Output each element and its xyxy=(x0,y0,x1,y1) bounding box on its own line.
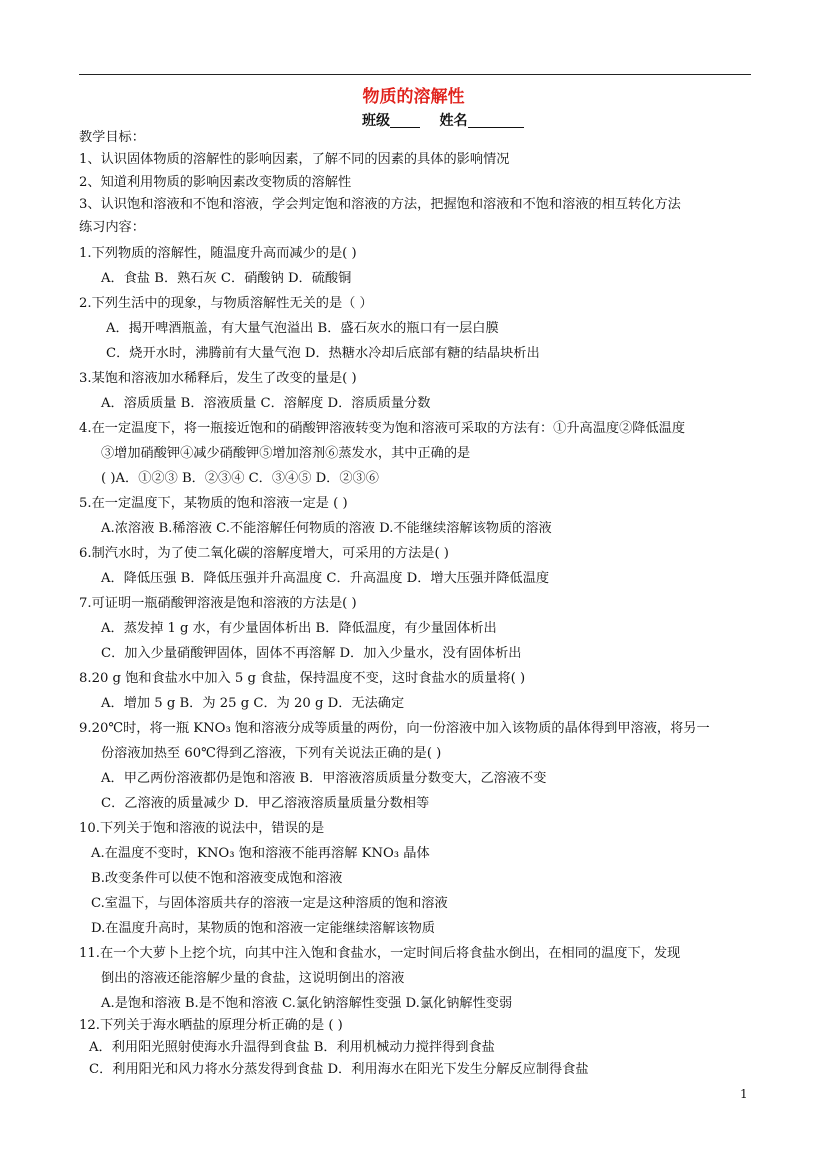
question-options: C．烧开水时，沸腾前有大量气泡 D．热糖水冷却后底部有糖的结晶块析出 xyxy=(106,346,540,361)
name-label: 姓名 xyxy=(439,113,468,129)
header-rule xyxy=(79,74,751,75)
objective-item: 2、知道利用物质的影响因素改变物质的溶解性 xyxy=(79,175,352,190)
name-blank xyxy=(468,113,524,128)
question-options: A.浓溶液 B.稀溶液 C.不能溶解任何物质的溶液 D.不能继续溶解该物质的溶液 xyxy=(101,521,552,536)
question-options: D.在温度升高时，某物质的饱和溶液一定能继续溶解该物质 xyxy=(91,921,435,936)
page-number: 1 xyxy=(740,1087,748,1101)
objectives-heading: 教学目标： xyxy=(79,130,145,145)
question-options: C．加入少量硝酸钾固体，固体不再溶解 D．加入少量水，没有固体析出 xyxy=(101,646,522,661)
question-stem: 10.下列关于饱和溶液的说法中，错误的是 xyxy=(79,821,325,836)
practice-heading: 练习内容： xyxy=(79,220,145,235)
objective-item: 3、认识饱和溶液和不饱和溶液，学会判定饱和溶液的方法，把握饱和溶液和不饱和溶液的相互转化方法 xyxy=(79,197,681,212)
class-blank xyxy=(390,113,420,128)
objective-item: 1、认识固体物质的溶解性的影响因素，了解不同的因素的具体的影响情况 xyxy=(79,152,510,167)
question-stem: 9.20℃时，将一瓶 KNO₃ 饱和溶液分成等质量的两份，向一份溶液中加入该物质的晶体得到甲溶液，将另一 xyxy=(79,721,710,736)
question-options: C．利用阳光和风力将水分蒸发得到食盐 D．利用海水在阳光下发生分解反应制得食盐 xyxy=(89,1062,589,1077)
question-options: A．利用阳光照射使海水升温得到食盐 B．利用机械动力搅拌得到食盐 xyxy=(89,1040,495,1055)
question-options: A.是饱和溶液 B.是不饱和溶液 C.氯化钠溶解性变强 D.氯化钠解性变弱 xyxy=(101,996,513,1011)
question-stem: 3.某饱和溶液加水稀释后，发生了改变的量是( ) xyxy=(79,371,357,386)
question-stem: 11.在一个大萝卜上挖个坑，向其中注入饱和食盐水，一定时间后将食盐水倒出，在相同的温度下，发现 xyxy=(79,946,681,961)
question-stem: 6.制汽水时，为了使二氧化碳的溶解度增大，可采用的方法是( ) xyxy=(79,546,449,561)
question-stem: 7.可证明一瓶硝酸钾溶液是饱和溶液的方法是( ) xyxy=(79,596,357,611)
question-options: B.改变条件可以使不饱和溶液变成饱和溶液 xyxy=(91,871,343,886)
question-options: A．蒸发掉 1 g 水，有少量固体析出 B．降低温度，有少量固体析出 xyxy=(101,621,497,636)
question-options: A．溶质质量 B．溶液质量 C．溶解度 D．溶质质量分数 xyxy=(101,396,431,411)
question-stem: 5.在一定温度下，某物质的饱和溶液一定是 ( ) xyxy=(79,496,348,511)
question-options: A.在温度不变时，KNO₃ 饱和溶液不能再溶解 KNO₃ 晶体 xyxy=(91,846,430,861)
question-stem: 2.下列生活中的现象，与物质溶解性无关的是（ ） xyxy=(79,296,373,311)
question-options: C.室温下，与固体溶质共存的溶液一定是这种溶质的饱和溶液 xyxy=(91,896,448,911)
page-title: 物质的溶解性 xyxy=(362,87,465,107)
question-stem: 8.20 g 饱和食盐水中加入 5 g 食盐，保持温度不变，这时食盐水的质量将( ) xyxy=(79,671,526,686)
question-options: A．食盐 B．熟石灰 C．硝酸钠 D．硫酸铜 xyxy=(101,271,352,286)
question-stem: 12.下列关于海水晒盐的原理分析正确的是 ( ) xyxy=(79,1018,343,1033)
question-stem: 份溶液加热至 60℃得到乙溶液，下列有关说法正确的是( ) xyxy=(101,746,442,761)
class-name-line xyxy=(362,110,524,130)
question-options: A．揭开啤酒瓶盖，有大量气泡溢出 B．盛石灰水的瓶口有一层白膜 xyxy=(106,321,499,336)
question-options: A．降低压强 B．降低压强并升高温度 C．升高温度 D．增大压强并降低温度 xyxy=(101,571,550,586)
question-options: ( )A．①②③ B．②③④ C．③④⑤ D．②③⑥ xyxy=(101,471,379,486)
question-stem: 1.下列物质的溶解性，随温度升高而减少的是( ) xyxy=(79,246,357,261)
question-options: C．乙溶液的质量减少 D．甲乙溶液溶质量质量分数相等 xyxy=(101,796,430,811)
question-stem: ③增加硝酸钾④减少硝酸钾⑤增加溶剂⑥蒸发水，其中正确的是 xyxy=(101,446,471,461)
question-options: A．甲乙两份溶液都仍是饱和溶液 B．甲溶液溶质质量分数变大，乙溶液不变 xyxy=(101,771,547,786)
question-stem: 倒出的溶液还能溶解少量的食盐，这说明倒出的溶液 xyxy=(101,971,405,986)
question-options: A．增加 5 g B．为 25 g C．为 20 g D．无法确定 xyxy=(101,696,405,711)
class-label: 班级 xyxy=(362,113,390,129)
question-stem: 4.在一定温度下，将一瓶接近饱和的硝酸钾溶液转变为饱和溶液可采取的方法有：①升高温度②降低温度 xyxy=(79,421,686,436)
